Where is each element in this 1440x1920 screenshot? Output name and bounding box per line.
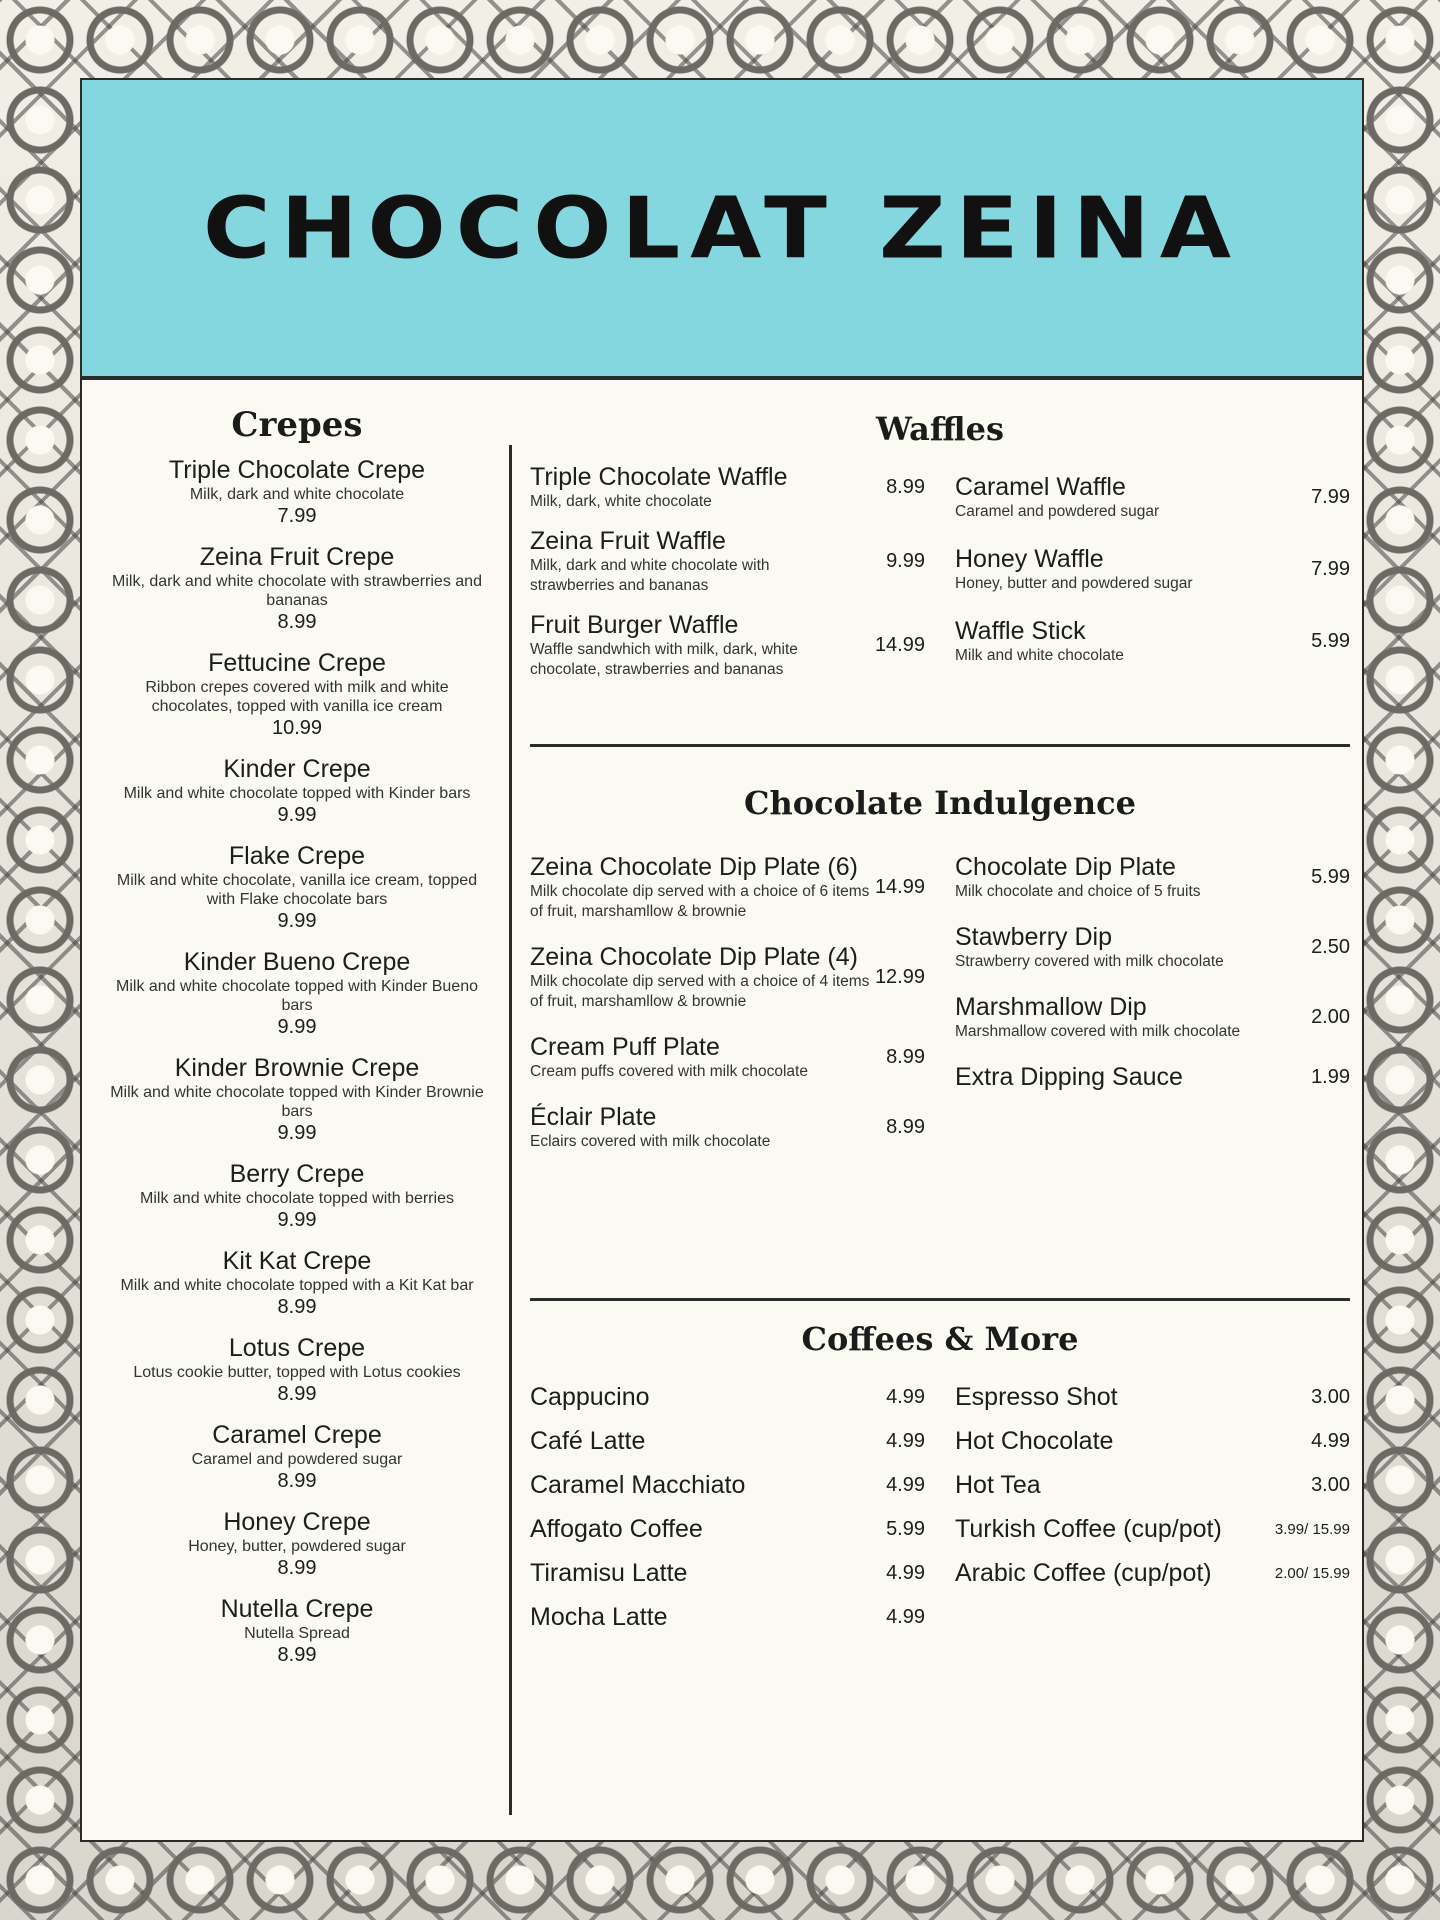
waffles-heading: Waffles: [876, 410, 1004, 448]
item-name: Zeina Chocolate Dip Plate (6): [530, 853, 858, 881]
coffees-heading: Coffees & More: [801, 1320, 1079, 1358]
item-description: Honey, butter, powdered sugar: [188, 1538, 406, 1555]
item-price: 14.99: [874, 875, 925, 898]
item-description: Milk and white chocolate, vanilla ice cream, topped with Flake chocolate bars: [116, 872, 478, 908]
item-price: 4.99: [886, 1605, 925, 1628]
item-name: Cream Puff Plate: [530, 1033, 720, 1061]
item-description: Waffle sandwhich with milk, dark, white chocolate, strawberries and bananas: [530, 641, 798, 678]
list-item: [955, 616, 1350, 666]
item-name: Zeina Fruit Waffle: [530, 527, 726, 555]
item-name: Cappucino: [530, 1383, 650, 1411]
item-name: Honey Waffle: [955, 545, 1104, 573]
menu-card: [80, 78, 1364, 1842]
item-name: Caramel Waffle: [955, 473, 1126, 501]
item-description: Milk chocolate and choice of 5 fruits: [955, 883, 1201, 900]
item-price: 5.99: [1311, 865, 1350, 888]
item-description: Milk and white chocolate topped with a Kit Kat bar: [120, 1277, 474, 1294]
item-price: 5.99: [886, 1517, 925, 1540]
item-name: Espresso Shot: [955, 1383, 1118, 1411]
list-item: [955, 544, 1350, 594]
item-price: 9.99: [277, 1209, 317, 1231]
coffees-section: [530, 1320, 1350, 1632]
indulgence-heading: Chocolate Indulgence: [744, 784, 1136, 822]
item-description: Milk chocolate dip served with a choice of 6 items of fruit, marshamllow & brownie: [530, 883, 870, 920]
list-item: [530, 942, 925, 1012]
item-price: 3.00: [1311, 1385, 1350, 1408]
item-name: Berry Crepe: [229, 1160, 365, 1188]
waffles-right-column: [955, 462, 1350, 680]
list-item: [530, 1102, 925, 1152]
item-price: 7.99: [1311, 485, 1350, 508]
item-price: 10.99: [271, 717, 323, 739]
list-item: [530, 526, 925, 596]
item-description: Ribbon crepes covered with milk and white chocolates, topped with vanilla ice cream: [145, 679, 449, 715]
item-name: Nutella Crepe: [220, 1595, 374, 1623]
list-item: [955, 1426, 1350, 1456]
item-price: 8.99: [886, 1115, 925, 1138]
list-item: [530, 1470, 925, 1500]
list-item: [530, 852, 925, 922]
item-price: 2.50: [1311, 935, 1350, 958]
indulgence-right-column: [955, 852, 1350, 1152]
item-name: Triple Chocolate Crepe: [168, 456, 426, 484]
item-price: 4.99: [886, 1473, 925, 1496]
coffees-left-column: [530, 1382, 925, 1632]
item-price: 7.99: [1311, 557, 1350, 580]
item-description: Milk and white chocolate topped with Kinder Brownie bars: [110, 1084, 484, 1120]
list-item: [955, 992, 1350, 1042]
list-item: [102, 754, 492, 827]
list-item: [955, 852, 1350, 902]
item-price: 2.00: [1311, 1005, 1350, 1028]
item-price: 9.99: [886, 549, 925, 572]
item-name: Flake Crepe: [228, 842, 366, 870]
item-price: 8.99: [886, 1045, 925, 1068]
list-item: [955, 1382, 1350, 1412]
list-item: [102, 1507, 492, 1580]
waffles-section: [530, 410, 1350, 680]
item-price: 3.00: [1311, 1473, 1350, 1496]
list-item: [102, 1333, 492, 1406]
item-name: Waffle Stick: [955, 617, 1086, 645]
item-description: Milk and white chocolate: [955, 647, 1124, 664]
list-item: [102, 1246, 492, 1319]
item-price: 8.99: [277, 1383, 317, 1405]
item-description: Milk and white chocolate topped with Kinder bars: [123, 785, 471, 802]
item-price: 9.99: [277, 1122, 317, 1144]
list-item: [530, 1602, 925, 1632]
item-description: Milk chocolate dip served with a choice of 4 items of fruit, marshamllow & brownie: [530, 973, 870, 1010]
item-name: Arabic Coffee (cup/pot): [955, 1559, 1212, 1587]
item-description: Caramel and powdered sugar: [955, 503, 1160, 520]
crepes-list: [102, 455, 492, 1667]
list-item: [102, 455, 492, 528]
item-name: Fruit Burger Waffle: [530, 611, 739, 639]
item-price: 9.99: [277, 1016, 317, 1038]
list-item: [530, 1558, 925, 1588]
item-price: 7.99: [277, 505, 317, 527]
item-description: Caramel and powdered sugar: [191, 1451, 403, 1468]
item-name: Zeina Chocolate Dip Plate (4): [530, 943, 858, 971]
item-name: Extra Dipping Sauce: [955, 1063, 1183, 1091]
item-description: Milk, dark and white chocolate with strawberries and bananas: [112, 573, 482, 609]
item-name: Caramel Crepe: [212, 1421, 382, 1449]
item-description: Milk, dark and white chocolate with strawberries and bananas: [530, 557, 770, 594]
item-price: 4.99: [886, 1429, 925, 1452]
item-price: 9.99: [277, 910, 317, 932]
item-description: Cream puffs covered with milk chocolate: [530, 1063, 808, 1080]
item-name: Kinder Brownie Crepe: [174, 1054, 420, 1082]
list-item: [955, 1062, 1350, 1092]
item-name: Stawberry Dip: [955, 923, 1112, 951]
list-item: [530, 462, 925, 512]
item-name: Kit Kat Crepe: [222, 1247, 372, 1275]
list-item: [102, 1159, 492, 1232]
item-description: Nutella Spread: [244, 1625, 350, 1642]
list-item: [955, 472, 1350, 522]
list-item: [102, 542, 492, 634]
page-title: CHOCOLAT ZEINA: [203, 178, 1241, 278]
list-item: [102, 947, 492, 1039]
item-name: Lotus Crepe: [228, 1334, 366, 1362]
item-description: Strawberry covered with milk chocolate: [955, 953, 1224, 970]
indulgence-left-column: [530, 852, 925, 1152]
item-price: 1.99: [1311, 1065, 1350, 1088]
item-description: Milk and white chocolate topped with berries: [140, 1190, 454, 1207]
item-description: Honey, butter and powdered sugar: [955, 575, 1193, 592]
item-price: 4.99: [886, 1385, 925, 1408]
list-item: [530, 1426, 925, 1456]
item-name: Café Latte: [530, 1427, 646, 1455]
list-item: [955, 922, 1350, 972]
item-name: Tiramisu Latte: [530, 1559, 688, 1587]
title-banner: [82, 80, 1362, 380]
item-price: 14.99: [874, 633, 925, 656]
item-name: Kinder Crepe: [223, 755, 371, 783]
item-price: 5.99: [1311, 629, 1350, 652]
section-divider: [530, 1298, 1350, 1301]
item-name: Caramel Macchiato: [530, 1471, 746, 1499]
list-item: [955, 1558, 1350, 1588]
column-divider: [509, 445, 512, 1815]
list-item: [530, 610, 925, 680]
item-price: 3.99/ 15.99: [1274, 1520, 1350, 1538]
coffees-right-column: [955, 1382, 1350, 1632]
item-price: 8.99: [886, 475, 925, 498]
item-price: 4.99: [1311, 1429, 1350, 1452]
item-name: Honey Crepe: [223, 1508, 371, 1536]
item-name: Chocolate Dip Plate: [955, 853, 1176, 881]
item-price: 8.99: [277, 1296, 317, 1318]
item-description: Lotus cookie butter, topped with Lotus cookies: [133, 1364, 461, 1381]
item-name: Turkish Coffee (cup/pot): [955, 1515, 1222, 1543]
item-price: 8.99: [277, 611, 317, 633]
crepes-heading: Crepes: [231, 405, 363, 445]
section-divider: [530, 744, 1350, 747]
list-item: [102, 1594, 492, 1667]
crepes-section: [102, 405, 492, 1681]
list-item: [102, 841, 492, 933]
item-name: Kinder Bueno Crepe: [183, 948, 411, 976]
item-name: Éclair Plate: [530, 1103, 657, 1131]
item-price: 9.99: [277, 804, 317, 826]
list-item: [102, 1420, 492, 1493]
item-price: 12.99: [874, 965, 925, 988]
list-item: [955, 1470, 1350, 1500]
item-name: Zeina Fruit Crepe: [199, 543, 395, 571]
list-item: [530, 1514, 925, 1544]
item-price: 2.00/ 15.99: [1274, 1564, 1350, 1582]
item-name: Mocha Latte: [530, 1603, 668, 1631]
list-item: [102, 648, 492, 740]
list-item: [955, 1514, 1350, 1544]
item-description: Milk and white chocolate topped with Kinder Bueno bars: [116, 978, 478, 1014]
item-description: Milk, dark and white chocolate: [189, 486, 405, 503]
list-item: [102, 1053, 492, 1145]
list-item: [530, 1382, 925, 1412]
waffles-left-column: [530, 462, 925, 680]
item-price: 4.99: [886, 1561, 925, 1584]
item-name: Hot Tea: [955, 1471, 1041, 1499]
indulgence-section: [530, 784, 1350, 1152]
item-price: 8.99: [277, 1644, 317, 1666]
item-description: Milk, dark, white chocolate: [530, 493, 712, 510]
list-item: [530, 1032, 925, 1082]
item-description: Marshmallow covered with milk chocolate: [955, 1023, 1241, 1040]
item-name: Fettucine Crepe: [208, 649, 386, 677]
item-price: 8.99: [277, 1557, 317, 1579]
item-description: Eclairs covered with milk chocolate: [530, 1133, 771, 1150]
item-price: 8.99: [277, 1470, 317, 1492]
item-name: Triple Chocolate Waffle: [530, 463, 788, 491]
item-name: Affogato Coffee: [530, 1515, 703, 1543]
item-name: Hot Chocolate: [955, 1427, 1114, 1455]
item-name: Marshmallow Dip: [955, 993, 1147, 1021]
